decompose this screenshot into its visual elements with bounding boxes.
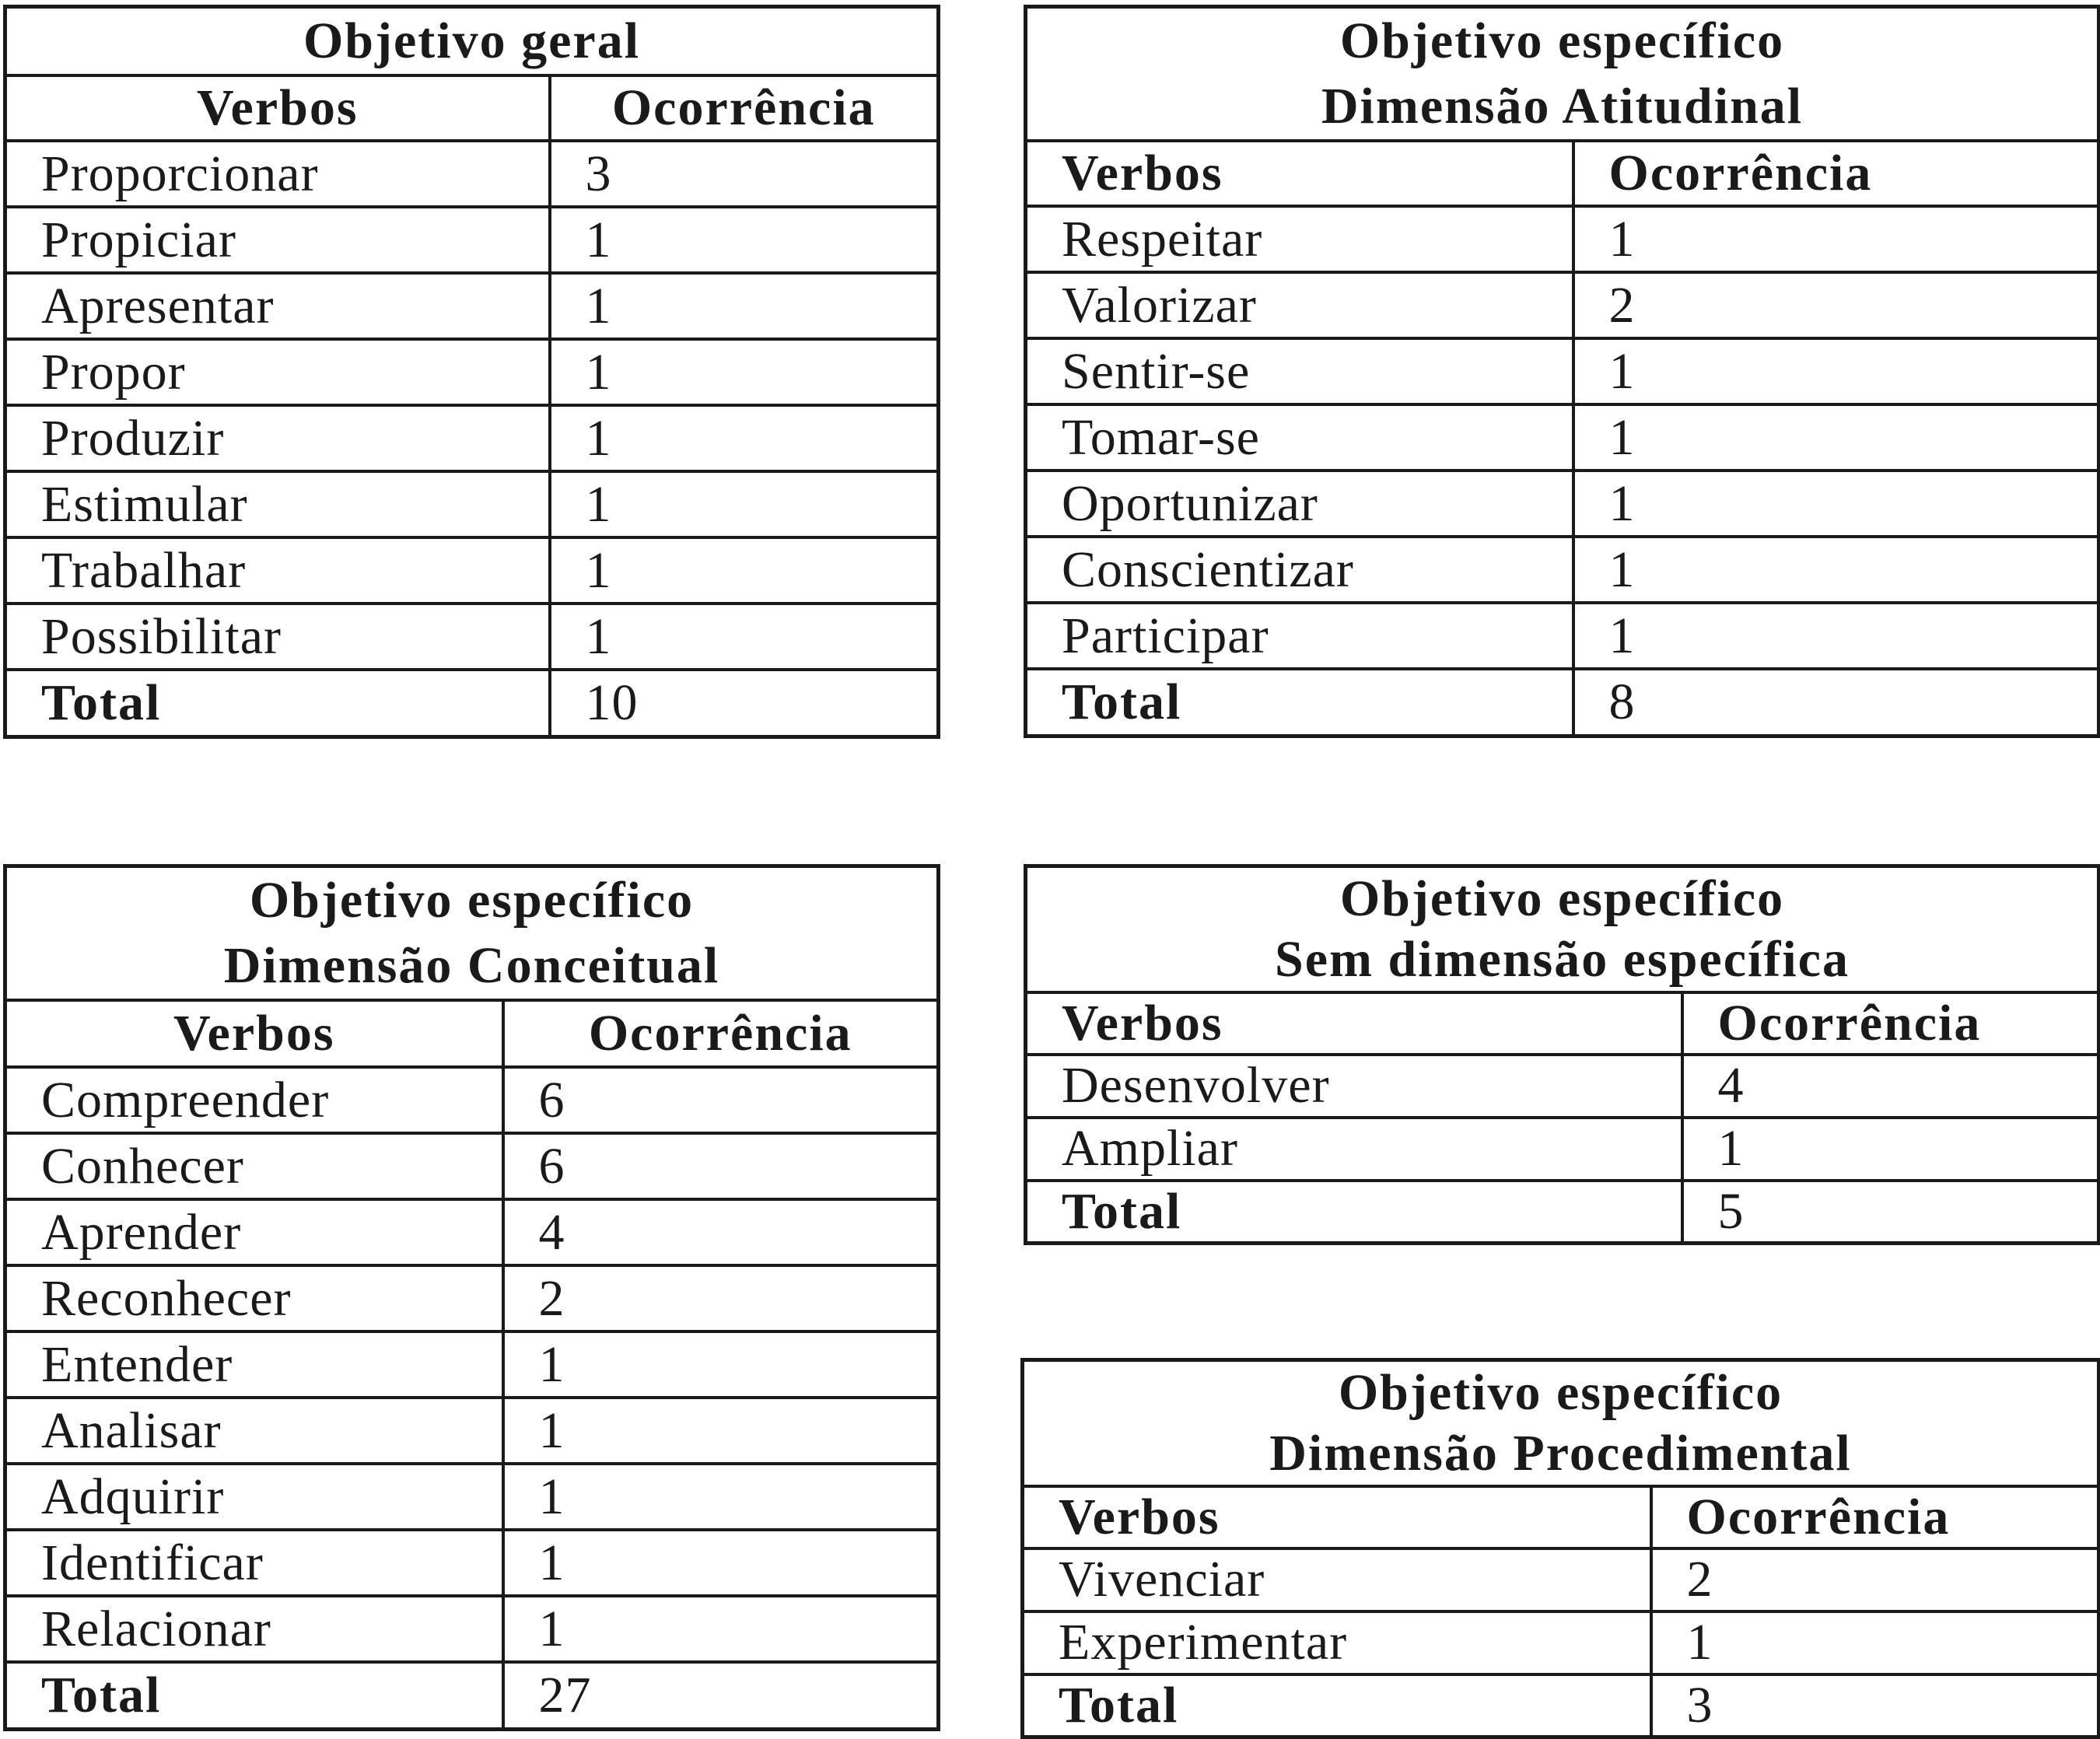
table-row [5,1067,939,1133]
count-cell: 1 [550,604,939,670]
column-header-verbos: Verbos [1023,1486,1651,1548]
title-line: Objetivo específico [249,872,695,929]
verb-cell: Conscientizar [1026,537,1573,603]
total-row [1023,1674,2099,1737]
total-row [1026,1181,2099,1244]
title-line: Sem dimensão específica [1275,930,1850,988]
table-row [1023,1611,2099,1674]
verb-cell: Reconhecer [5,1265,503,1331]
verb-cell: Oportunizar [1026,471,1573,537]
verb-cell: Propiciar [5,207,550,273]
column-header-verbos: Verbos [5,1000,503,1067]
total-label: Total [1026,1181,1682,1244]
table-row [1026,206,2099,272]
column-header-ocorrencia: Ocorrência [1573,141,2099,206]
total-label: Total [5,1662,503,1729]
total-label: Total [1023,1674,1651,1737]
count-cell: 1 [550,537,939,604]
table-row [5,1265,939,1331]
table-row [5,339,939,405]
table-row [5,273,939,339]
table-row [5,141,939,207]
count-cell: 1 [503,1530,939,1596]
count-cell: 3 [550,141,939,207]
table-row [5,207,939,273]
verb-cell: Adquirir [5,1464,503,1530]
table-title [1026,866,2099,992]
verb-cell: Sentir-se [1026,338,1573,404]
total-value: 5 [1682,1181,2099,1244]
total-value: 27 [503,1662,939,1729]
count-cell: 1 [503,1331,939,1398]
table-row [1026,1118,2099,1181]
total-value: 8 [1573,669,2099,736]
table-row [5,405,939,471]
verb-cell: Ampliar [1026,1118,1682,1181]
count-cell: 1 [1573,206,2099,272]
table-row [1026,272,2099,338]
table-row [5,1199,939,1265]
count-cell: 2 [503,1265,939,1331]
table-dimensao-atitudinal [1024,5,2100,738]
table-row [1026,537,2099,603]
title-line: Dimensão Procedimental [1269,1424,1852,1482]
verb-cell: Propor [5,339,550,405]
verb-cell: Produzir [5,405,550,471]
table-dimensao-procedimental [1020,1358,2100,1739]
title-line: Objetivo específico [1338,1363,1783,1421]
table-row [5,1398,939,1464]
count-cell: 1 [550,471,939,537]
total-label: Total [5,670,550,737]
table-title [5,866,939,1001]
verb-cell: Proporcionar [5,141,550,207]
verb-cell: Relacionar [5,1596,503,1662]
total-label: Total [1026,669,1573,736]
table-row [1026,471,2099,537]
table-title [1023,1360,2099,1486]
table-dimensao-conceitual [3,864,940,1731]
verb-cell: Trabalhar [5,537,550,604]
verb-cell: Experimentar [1023,1611,1651,1674]
verb-cell: Valorizar [1026,272,1573,338]
table-row [5,471,939,537]
verb-cell: Desenvolver [1026,1055,1682,1118]
table-row [1023,1548,2099,1611]
total-row [5,670,939,737]
column-header-verbos: Verbos [1026,992,1682,1055]
column-header-ocorrencia: Ocorrência [1651,1486,2099,1548]
count-cell: 6 [503,1067,939,1133]
count-cell: 2 [1573,272,2099,338]
total-row [5,1662,939,1729]
column-header-ocorrencia: Ocorrência [1682,992,2099,1055]
verb-cell: Tomar-se [1026,404,1573,471]
table-sem-dimensao-especifica [1024,864,2100,1245]
verb-cell: Possibilitar [5,604,550,670]
count-cell: 1 [550,273,939,339]
table-title [1026,7,2099,142]
verb-cell: Vivenciar [1023,1548,1651,1611]
count-cell: 1 [1573,404,2099,471]
title-line: Dimensão Conceitual [223,937,720,994]
table-row [1026,603,2099,669]
count-cell: 2 [1651,1548,2099,1611]
count-cell: 4 [1682,1055,2099,1118]
count-cell: 6 [503,1133,939,1199]
count-cell: 4 [503,1199,939,1265]
table-objetivo-geral [3,5,940,739]
count-cell: 1 [550,405,939,471]
verb-cell: Estimular [5,471,550,537]
total-row [1026,669,2099,736]
count-cell: 1 [1573,471,2099,537]
verb-cell: Participar [1026,603,1573,669]
table-row [5,1596,939,1662]
count-cell: 1 [503,1398,939,1464]
column-header-ocorrencia: Ocorrência [503,1000,939,1067]
verb-cell: Apresentar [5,273,550,339]
count-cell: 1 [1573,338,2099,404]
count-cell: 1 [1573,537,2099,603]
table-row [5,1464,939,1530]
verb-cell: Entender [5,1331,503,1398]
verb-cell: Analisar [5,1398,503,1464]
table-row [1026,1055,2099,1118]
table-title: Objetivo geral [5,7,939,76]
table-row [1026,338,2099,404]
column-header-verbos: Verbos [5,75,550,141]
table-row [5,1530,939,1596]
count-cell: 1 [503,1596,939,1662]
column-header-ocorrencia: Ocorrência [550,75,939,141]
column-header-verbos: Verbos [1026,141,1573,206]
count-cell: 1 [503,1464,939,1530]
count-cell: 1 [550,207,939,273]
verb-cell: Compreender [5,1067,503,1133]
table-row [1026,404,2099,471]
verb-cell: Aprender [5,1199,503,1265]
total-value: 10 [550,670,939,737]
table-row [5,1331,939,1398]
count-cell: 1 [1573,603,2099,669]
verb-cell: Respeitar [1026,206,1573,272]
table-row [5,604,939,670]
title-line: Dimensão Atitudinal [1321,78,1804,135]
table-row [5,1133,939,1199]
table-row [5,537,939,604]
total-value: 3 [1651,1674,2099,1737]
verb-cell: Identificar [5,1530,503,1596]
count-cell: 1 [1682,1118,2099,1181]
verb-cell: Conhecer [5,1133,503,1199]
title-line: Objetivo específico [1339,870,1785,927]
count-cell: 1 [1651,1611,2099,1674]
title-line: Objetivo específico [1339,12,1785,69]
count-cell: 1 [550,339,939,405]
